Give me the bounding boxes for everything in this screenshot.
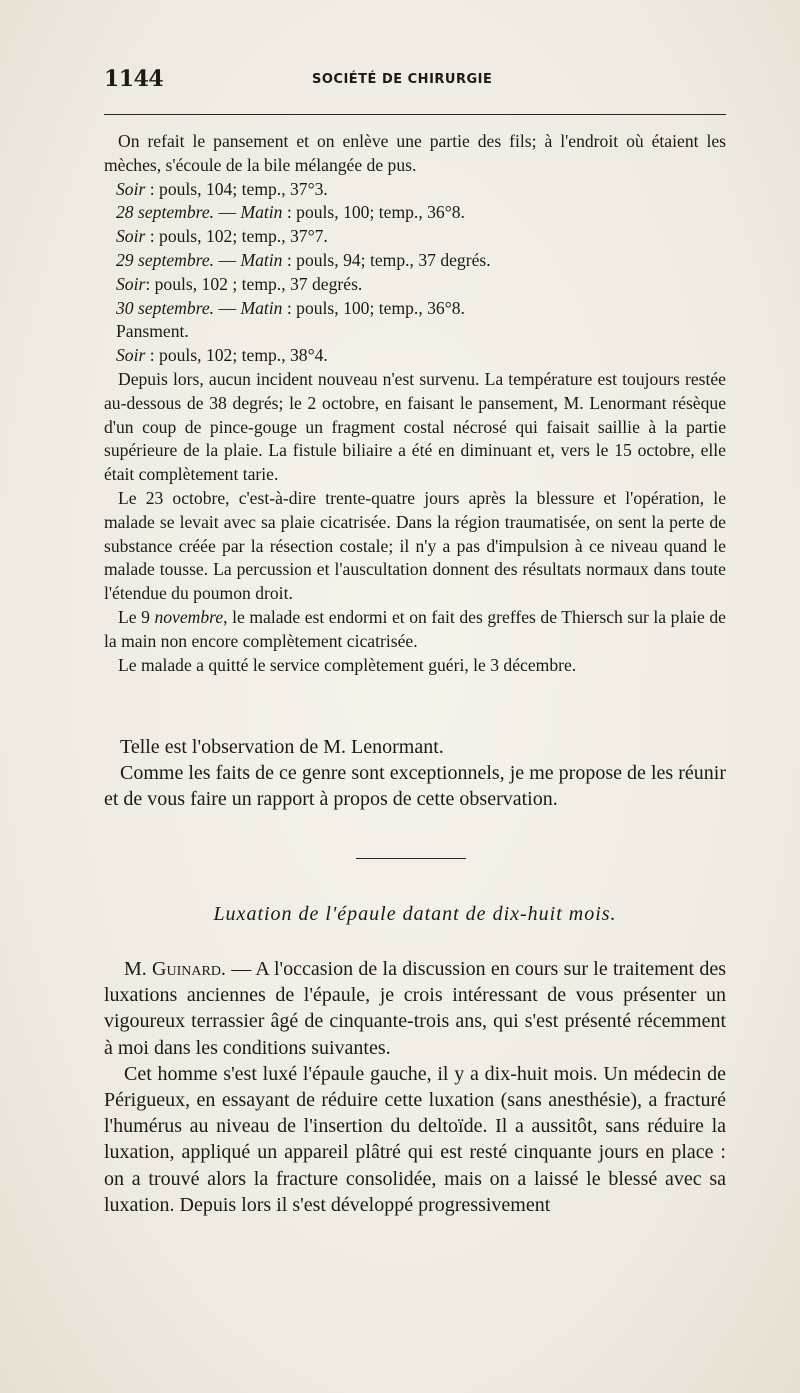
report-paragraph: Comme les faits de ce genre sont exceptionnels, je me propose de les réunir et de vous faire un rapport à propos de cette observation. (104, 762, 726, 810)
observation-paragraph: Le 9 novembre, le malade est endormi et on fait des greffes de Thiersch sur la plaie de la main non encore complètement cicatrisée. (104, 606, 726, 651)
section-divider (356, 858, 466, 859)
section-paragraph: M. Guinard. — A l'occasion de la discussion en cours sur le traitement des luxations anciennes de l'épaule, je crois intéressant de vous présenter un vigoureux terrassier âgé de cinquante-trois ans, qui s'est présenté récemment à moi dans les conditions suivantes. (104, 958, 726, 1059)
observation-intro: On refait le pansement et on enlève une partie des fils; à l'endroit où étaient les mèches, s'écoule de la bile mélangée de pus. (104, 131, 726, 175)
page-header (104, 66, 724, 96)
log-line: Soir: pouls, 102 ; temp., 37 degrés. (116, 273, 363, 294)
log-line: 29 septembre. — Matin : pouls, 94; temp., 37 degrés. (116, 249, 491, 270)
running-title: SOCIÉTÉ DE CHIRURGIE (312, 72, 493, 87)
speaker-name: M. Guinard. (124, 958, 226, 980)
log-line: Pansment. (116, 321, 189, 342)
report-paragraph: Telle est l'observation de M. Lenormant. (120, 736, 444, 758)
observation-discharge: Le malade a quitté le service complètement guéri, le 3 décembre. (118, 654, 577, 675)
report-text (104, 734, 726, 812)
observation-paragraph: Depuis lors, aucun incident nouveau n'est survenu. La température est toujours restée au-dessous de 38 degrés; le 2 octobre, en faisant le pansement, M. Lenormant résèque d'un coup de pince-gouge un fragment costal nécrosé qui faisait saillie à la partie supérieure de la plaie. La fistule biliaire a été en diminuant et, vers le 15 octobre, elle était complètement tarie. (104, 368, 726, 485)
section-paragraph: Cet homme s'est luxé l'épaule gauche, il y a dix-huit mois. Un médecin de Périgueux, en essayant de réduire cette luxation (sans anesthésie), a fracturé l'humérus au niveau de l'insertion du deltoïde. Il a aussitôt, sans réduire la luxation, appliqué un appareil plâtré qui est resté cinquante jours en place : on a trouvé alors la fracture consolidée, mais on a laissé le blessé avec sa luxation. Depuis lors il s'est développé progressivement (104, 1062, 726, 1216)
observation-text (104, 130, 726, 677)
section-body (104, 956, 726, 1218)
page-number: 1144 (104, 66, 164, 92)
log-line: Soir : pouls, 102; temp., 37°7. (116, 226, 328, 247)
log-line: 28 septembre. — Matin : pouls, 100; temp., 36°8. (116, 202, 465, 223)
header-rule (104, 114, 726, 115)
log-line: Soir : pouls, 104; temp., 37°3. (116, 178, 328, 199)
log-line: Soir : pouls, 102; temp., 38°4. (116, 345, 328, 366)
section-title: Luxation de l'épaule datant de dix-huit mois. (213, 903, 617, 925)
observation-paragraph: Le 23 octobre, c'est-à-dire trente-quatre jours après la blessure et l'opération, le malade se levait avec sa plaie cicatrisée. Dans la région traumatisée, on sent la perte de substance créée par la résection costale; il n'y a pas d'impulsion à ce niveau quand le malade tousse. La percussion et l'auscultation donnent des résultats normaux dans toute l'étendue du poumon droit. (104, 487, 726, 604)
log-line: 30 septembre. — Matin : pouls, 100; temp., 36°8. (116, 297, 465, 318)
